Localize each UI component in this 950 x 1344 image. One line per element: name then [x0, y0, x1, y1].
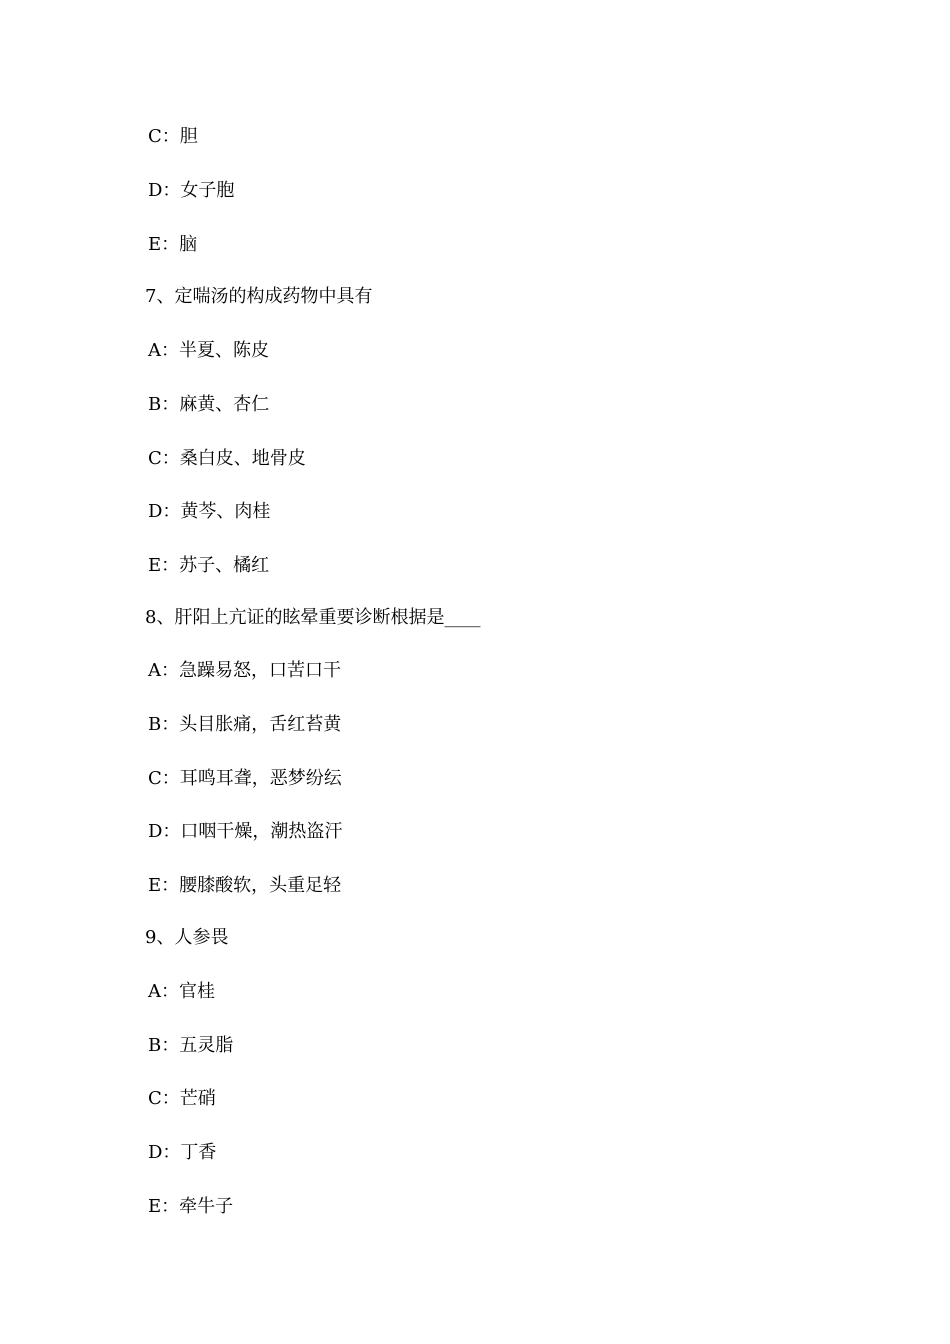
- q9-option-e: E：牵牛子: [148, 1196, 234, 1217]
- q9-option-a: A：官桂: [148, 981, 215, 1002]
- q7-option-c: C：桑白皮、地骨皮: [148, 448, 306, 469]
- q8-option-c: C：耳鸣耳聋，恶梦纷纭: [148, 768, 342, 789]
- q8-option-e: E：腰膝酸软，头重足轻: [148, 875, 342, 896]
- q9-option-c: C：芒硝: [148, 1088, 216, 1109]
- q9-option-d: D：丁香: [148, 1142, 217, 1163]
- q7-option-d: D：黄芩、肉桂: [148, 501, 271, 522]
- q7-question: 7、定喘汤的构成药物中具有: [145, 286, 373, 307]
- q7-option-a: A：半夏、陈皮: [148, 340, 269, 361]
- q6-option-c: C：胆: [148, 126, 198, 147]
- q8-option-a: A：急躁易怒，口苦口干: [148, 660, 341, 681]
- q6-option-e: E：脑: [148, 234, 198, 255]
- q9-option-b: B：五灵脂: [148, 1035, 234, 1056]
- q7-option-b: B：麻黄、杏仁: [148, 394, 270, 415]
- q8-option-b: B：头目胀痛，舌红苔黄: [148, 714, 342, 735]
- q6-option-d: D：女子胞: [148, 180, 235, 201]
- q9-question: 9、人参畏: [145, 927, 229, 948]
- q8-option-d: D：口咽干燥，潮热盗汗: [148, 821, 343, 842]
- q8-question: 8、肝阳上亢证的眩晕重要诊断根据是____: [145, 607, 481, 628]
- q7-option-e: E：苏子、橘红: [148, 555, 270, 576]
